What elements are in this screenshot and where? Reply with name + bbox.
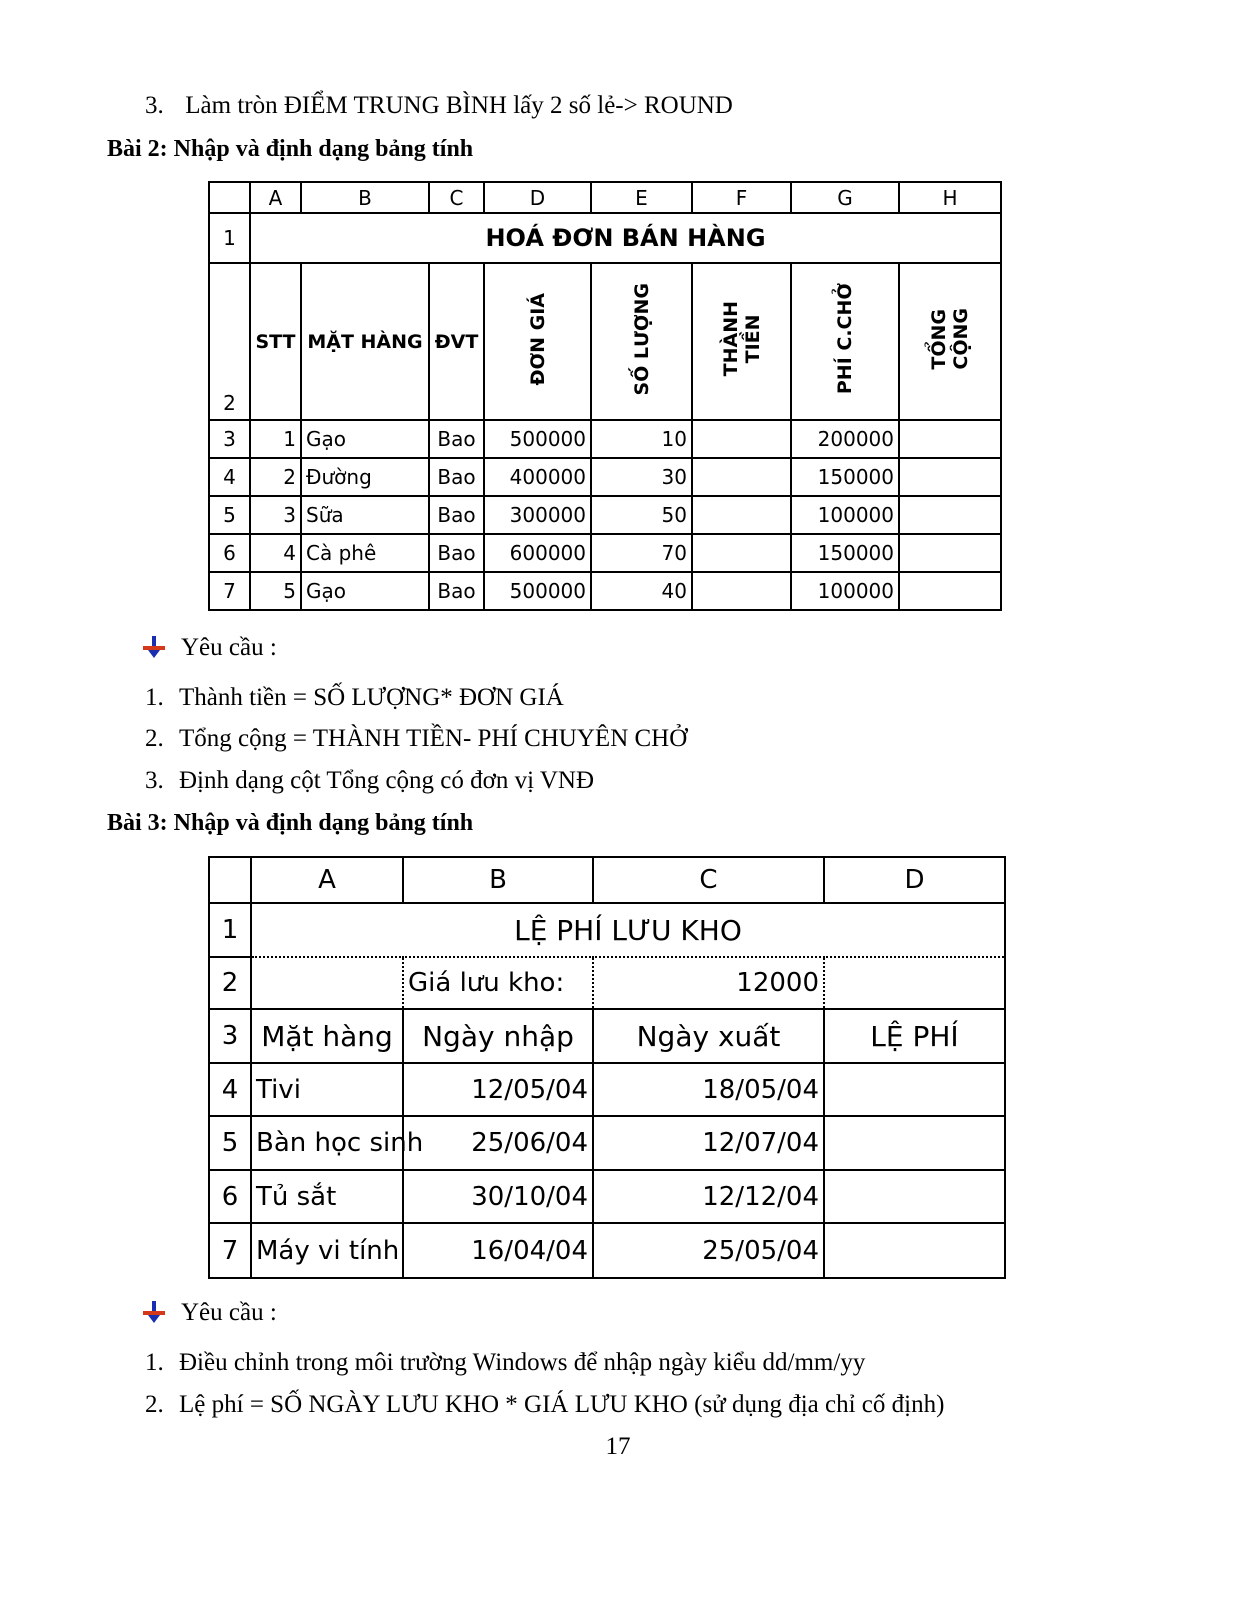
cell-mat-hang: Sữa: [301, 496, 429, 534]
table-row: [209, 534, 1001, 572]
cell-tong: [899, 458, 1001, 496]
cell-tong: [899, 420, 1001, 458]
cell-phi: 150000: [791, 458, 899, 496]
cell-dvt: Bao: [429, 534, 484, 572]
cell-so-luong: 70: [591, 534, 692, 572]
list-text: Định dạng cột Tổng cộng có đơn vị VNĐ: [179, 767, 595, 794]
list-text: Lệ phí = SỐ NGÀY LƯU KHO * GIÁ LƯU KHO (sử dụng địa chỉ cố định): [179, 1391, 945, 1418]
table-row: [209, 496, 1001, 534]
column-header: G: [791, 182, 899, 213]
cell-ngay-nhap: 16/04/04: [403, 1223, 593, 1278]
column-header: H: [899, 182, 1001, 213]
cell-thanh-tien: [692, 458, 791, 496]
row-header: 3: [209, 420, 250, 458]
intro-list-item: [145, 91, 733, 121]
header-tong-cong: TỔNG CỘNG: [899, 263, 1001, 420]
list-number: 2.: [145, 1391, 164, 1418]
cell-dvt: Bao: [429, 572, 484, 610]
row-header: 4: [209, 1063, 251, 1116]
cell-phi: 200000: [791, 420, 899, 458]
row-header: 4: [209, 458, 250, 496]
row-header: 6: [209, 534, 250, 572]
cell-phi: 100000: [791, 496, 899, 534]
row-header: 1: [209, 903, 251, 957]
cell-thanh-tien: [692, 420, 791, 458]
cell-mat-hang: Bàn học sinh: [251, 1116, 403, 1170]
invoice-spreadsheet: [208, 181, 1002, 611]
cell-phi: 100000: [791, 572, 899, 610]
row-header: 7: [209, 572, 250, 610]
cell-stt: 3: [250, 496, 301, 534]
list-text: Thành tiền = SỐ LƯỢNG* ĐƠN GIÁ: [179, 684, 564, 711]
row-header: 5: [209, 496, 250, 534]
price-value: 12000: [593, 957, 824, 1009]
row-header: 1: [209, 213, 250, 263]
table-row: [209, 420, 1001, 458]
cell-ngay-nhap: 12/05/04: [403, 1063, 593, 1116]
table-row: [209, 1063, 1005, 1116]
table-row: [209, 1170, 1005, 1223]
list-item: [145, 1348, 865, 1378]
column-header: F: [692, 182, 791, 213]
header-dvt: ĐVT: [429, 263, 484, 420]
cell-dvt: Bao: [429, 458, 484, 496]
table-row: [209, 458, 1001, 496]
cell-mat-hang: Tủ sắt: [251, 1170, 403, 1223]
page-number: 17: [605, 1433, 631, 1460]
header-le-phi: LỆ PHÍ: [824, 1009, 1005, 1063]
cell-le-phi: [824, 1063, 1005, 1116]
list-item: [145, 766, 594, 796]
cell-dvt: Bao: [429, 496, 484, 534]
cell-thanh-tien: [692, 496, 791, 534]
bai2-heading: Bài 2: Nhập và định dạng bảng tính: [107, 136, 474, 162]
list-number: 3.: [145, 767, 164, 794]
column-header: D: [484, 182, 591, 213]
cell-mat-hang: Cà phê: [301, 534, 429, 572]
list-number: 3.: [145, 92, 164, 119]
header-so-luong: SỐ LƯỢNG: [591, 263, 692, 420]
cell-mat-hang: Tivi: [251, 1063, 403, 1116]
column-header: C: [429, 182, 484, 213]
header-mat-hang: MẶT HÀNG: [301, 263, 429, 420]
row-header: 3: [209, 1009, 251, 1063]
row-header: 2: [209, 957, 251, 1009]
list-number: 2.: [145, 725, 164, 752]
cell-le-phi: [824, 1223, 1005, 1278]
row-header: 7: [209, 1223, 251, 1278]
cell-so-luong: 30: [591, 458, 692, 496]
header-phi-cho: PHÍ C.CHỞ: [791, 263, 899, 420]
cell-tong: [899, 534, 1001, 572]
list-text: Làm tròn ĐIỂM TRUNG BÌNH lấy 2 số lẻ-> ROUND: [185, 92, 733, 119]
cell-ngay-xuat: 12/12/04: [593, 1170, 824, 1223]
cell-le-phi: [824, 1116, 1005, 1170]
list-text: Tổng cộng = THÀNH TIỀN- PHÍ CHUYÊN CHỞ: [179, 725, 688, 752]
cell-ngay-xuat: 25/05/04: [593, 1223, 824, 1278]
header-mat-hang: Mặt hàng: [251, 1009, 403, 1063]
cell-tong: [899, 496, 1001, 534]
cell-dvt: Bao: [429, 420, 484, 458]
header-row: [209, 1009, 1005, 1063]
cell-le-phi: [824, 1170, 1005, 1223]
column-header: B: [403, 857, 593, 903]
title-row: [209, 903, 1005, 957]
cell-mat-hang: Máy vi tính: [251, 1223, 403, 1278]
cell-thanh-tien: [692, 534, 791, 572]
cell-ngay-nhap: 25/06/04: [403, 1116, 593, 1170]
bullet-arrow-icon: [143, 1301, 165, 1323]
table-row: [209, 572, 1001, 610]
cell-thanh-tien: [692, 572, 791, 610]
cell-ngay-xuat: 18/05/04: [593, 1063, 824, 1116]
list-number: 1.: [145, 684, 164, 711]
list-text: Điều chỉnh trong môi trường Windows để nhập ngày kiểu dd/mm/yy: [179, 1349, 866, 1376]
cell-mat-hang: Đường: [301, 458, 429, 496]
price-label: Giá lưu kho:: [403, 957, 593, 1009]
cell-stt: 4: [250, 534, 301, 572]
cell-don-gia: 600000: [484, 534, 591, 572]
storage-fee-title: LỆ PHÍ LƯU KHO: [251, 903, 1005, 957]
storage-fee-spreadsheet: [208, 856, 1006, 1279]
list-item: [145, 1390, 944, 1420]
header-ngay-xuat: Ngày xuất: [593, 1009, 824, 1063]
header-ngay-nhap: Ngày nhập: [403, 1009, 593, 1063]
column-header: C: [593, 857, 824, 903]
list-number: 1.: [145, 1349, 164, 1376]
corner-cell: [209, 182, 250, 213]
cell-ngay-nhap: 30/10/04: [403, 1170, 593, 1223]
cell-stt: 2: [250, 458, 301, 496]
cell-so-luong: 10: [591, 420, 692, 458]
cell-don-gia: 500000: [484, 572, 591, 610]
cell-don-gia: 400000: [484, 458, 591, 496]
column-header: E: [591, 182, 692, 213]
title-row: [209, 213, 1001, 263]
bai2-requirements-label: Yêu cầu :: [143, 633, 277, 663]
header-row: [209, 263, 1001, 420]
cell-so-luong: 50: [591, 496, 692, 534]
column-header-row: [209, 182, 1001, 213]
column-header: A: [250, 182, 301, 213]
header-thanh-tien: THÀNH TIỀN: [692, 263, 791, 420]
cell-phi: 150000: [791, 534, 899, 572]
row-header: 6: [209, 1170, 251, 1223]
empty-cell: [824, 957, 1005, 1009]
empty-cell: [251, 957, 403, 1009]
list-item: [145, 724, 687, 754]
cell-mat-hang: Gạo: [301, 572, 429, 610]
column-header: A: [251, 857, 403, 903]
row-header: 5: [209, 1116, 251, 1170]
table-row: [209, 1116, 1005, 1170]
column-header: B: [301, 182, 429, 213]
cell-tong: [899, 572, 1001, 610]
bai3-requirements-label: Yêu cầu :: [143, 1298, 277, 1328]
header-don-gia: ĐƠN GIÁ: [484, 263, 591, 420]
cell-mat-hang: Gạo: [301, 420, 429, 458]
corner-cell: [209, 857, 251, 903]
cell-stt: 1: [250, 420, 301, 458]
cell-don-gia: 500000: [484, 420, 591, 458]
header-stt: STT: [250, 263, 301, 420]
row-header: 2: [209, 263, 250, 420]
cell-ngay-xuat: 12/07/04: [593, 1116, 824, 1170]
cell-don-gia: 300000: [484, 496, 591, 534]
column-header: D: [824, 857, 1005, 903]
bullet-arrow-icon: [143, 636, 165, 658]
cell-so-luong: 40: [591, 572, 692, 610]
cell-stt: 5: [250, 572, 301, 610]
table-row: [209, 1223, 1005, 1278]
list-item: [145, 683, 564, 713]
price-row: [209, 957, 1005, 1009]
column-header-row: [209, 857, 1005, 903]
invoice-title: HOÁ ĐƠN BÁN HÀNG: [250, 213, 1001, 263]
bai3-heading: Bài 3: Nhập và định dạng bảng tính: [107, 810, 474, 836]
